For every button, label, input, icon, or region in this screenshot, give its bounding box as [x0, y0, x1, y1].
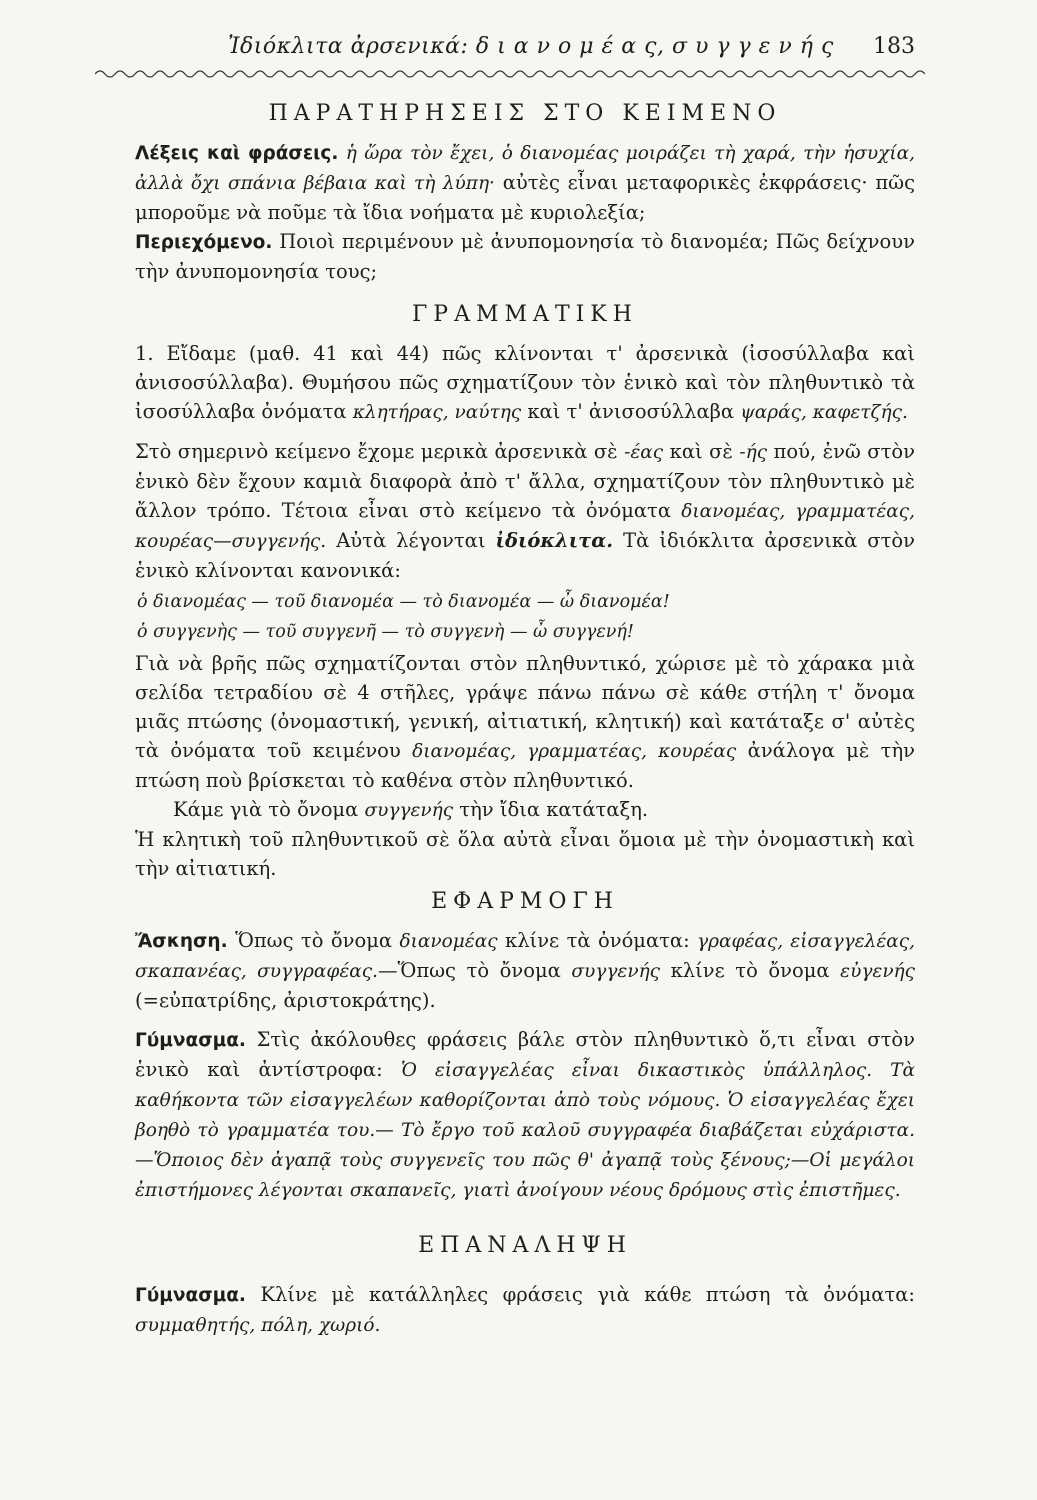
italic-term: διανομέας, γραμματέας, κουρέας—συγγενής. — [135, 501, 915, 552]
spacer — [135, 1205, 915, 1227]
heading-application: ΕΦΑΡΜΟΓΗ — [431, 889, 619, 914]
italic-term: συγγενής — [364, 800, 454, 821]
text-run: κλίνε τὸ ὄνομα — [660, 959, 841, 982]
paragraph-grammar-5 — [135, 825, 915, 883]
text-run: —Ὅπως τὸ ὄνομα — [378, 959, 572, 982]
text-run: ἀνάλογα μὲ τὴν πτώση ποὺ βρίσκεται τὸ καθένα στὸν πληθυντικό. — [135, 739, 915, 792]
italic-quote: ἡ ὥρα τὸν ἔχει, ὁ διανομέας μοιράζει τὴ χαρά, τὴν ἡσυχία, ἀλλὰ ὄχι σπάνια βέβαια καὶ τὴ λύπη· — [135, 143, 915, 194]
italic-term: γραφέας, εἰσαγγελέας, σκαπανέας, συγγραφέας. — [135, 931, 915, 982]
paragraph-grammar-1 — [135, 339, 915, 427]
paragraph-drill — [135, 1025, 915, 1205]
italic-term: εὐγενής — [840, 961, 916, 982]
text-run: κλίνε τὰ ὀνόματα: — [497, 929, 698, 952]
italic-term: ψαράς, καφετζής. — [740, 402, 908, 423]
lead-exercise: Ἄσκηση. — [135, 931, 228, 952]
text-run: αὐτὲς εἶναι μεταφορικὲς ἐκφράσεις· πῶς μποροῦμε νὰ ποῦμε τὰ ἴδια νοήματα μὲ κυριολεξία; — [135, 171, 915, 224]
paragraph-grammar-3 — [135, 649, 915, 795]
text-run: (=εὐπατρίδης, ἀριστοκράτης). — [135, 989, 436, 1012]
declension-line-1: ὁ διανομέας — τοῦ διανομέα — τὸ διανομέα — ὦ διανομέα! — [137, 592, 670, 612]
paragraph-content — [135, 227, 915, 286]
paragraph-grammar-4 — [135, 795, 915, 825]
page-number: 183 — [873, 34, 915, 59]
italic-term: διανομέας — [399, 931, 498, 952]
text-run: Κάμε γιὰ τὸ ὄνομα — [173, 798, 365, 821]
italic-term: -έας — [624, 442, 664, 463]
text-run: Τὰ ἰδιόκλιτα ἀρσενικὰ στὸν ἑνικὸ κλίνονται κανονικά: — [135, 529, 915, 582]
paragraph-review — [135, 1280, 915, 1340]
text-run: Ὅπως τὸ ὄνομα — [227, 929, 400, 952]
declension-line-2: ὁ συγγενὴς — τοῦ συγγενῆ — τὸ συγγενὴ — ὦ συγγενή! — [137, 622, 634, 642]
paragraph-phrases — [135, 138, 915, 227]
italic-term: συγγενής — [571, 961, 661, 982]
page-header — [190, 34, 917, 64]
lead-drill: Γύμνασμα. — [135, 1030, 246, 1051]
text-run: καὶ τ' ἀνισοσύλλαβα — [521, 400, 741, 423]
lead-review: Γύμνασμα. — [135, 1285, 246, 1306]
text-run: τὴν ἴδια κατάταξη. — [453, 798, 649, 821]
italic-term: συμμαθητής, πόλη, χωριό. — [135, 1315, 381, 1336]
spacer — [135, 427, 915, 437]
text-run: Στὸ σημερινὸ κείμενο ἔχομε μερικὰ ἀρσενικὰ σὲ — [135, 440, 625, 463]
spacer — [135, 1270, 915, 1280]
text-run: 1. Εἴδαμε (μαθ. 41 καὶ 44) πῶς κλίνονται τ' ἀρσενικὰ (ἰσοσύλλαβα καὶ ἀνισοσύλλαβα). Θυμήσου πῶς σχηματίζουν τὸν ἑνικὸ καὶ τὸν πληθυντικὸ τὰ ἰσοσύλλαβα ὀνόματα — [135, 342, 915, 423]
paragraph-grammar-2 — [135, 437, 915, 585]
italic-term: διανομέας, γραμματέας, κουρέας — [412, 741, 737, 762]
heading-observations: ΠΑΡΑΤΗΡΗΣΕΙΣ ΣΤΟ ΚΕΙΜΕΝΟ — [268, 101, 782, 126]
text-run: πού, ἐνῶ στὸν ἑνικὸ δὲν ἔχουν καμιὰ διαφορὰ ἀπὸ τ' ἄλλα, σχηματίζουν τὸν πληθυντικὸ μὲ ἄλλον τρόπο. Τέτοια εἶναι στὸ κείμενο τὰ ὀνόματα — [135, 440, 915, 522]
running-head: Ἰδιόκλιτα ἀρσενικά: δ ι α ν ο μ έ α ς, σ υ γ γ ε ν ή ς — [228, 34, 834, 59]
italic-drill-sentences: Ὁ εἰσαγγελέας εἶναι δικαστικὸς ὑπάλληλος. Τὰ καθήκοντα τῶν εἰσαγγελέων καθορίζονται ἀπὸ τοὺς νόμους. Ὁ εἰσαγγελέας ἔχει βοηθὸ τὸ γραμματέα του.— Τὸ ἔργο τοῦ καλοῦ συγγραφέα διαβάζεται εὐχάριστα.—Ὅποιος δὲν ἀγαπᾷ τοὺς συγγενεῖς του πῶς θ' ἀγαπᾷ τοὺς ξένους;—Οἱ μεγάλοι ἐπιστήμονες λέγονται σκαπανεῖς, γιατὶ ἀνοίγουν νέους δρόμους στὶς ἐπιστῆμες. — [135, 1060, 915, 1201]
text-run: Κλίνε μὲ κατάλληλες φράσεις γιὰ κάθε πτώση τὰ ὀνόματα: — [245, 1283, 915, 1306]
bold-term: ἰδιόκλιτα. — [495, 529, 614, 552]
text-run: Στὶς ἀκόλουθες φράσεις βάλε στὸν πληθυντικὸ ὅ,τι εἶναι στὸν ἑνικὸ καὶ ἀντίστροφα: — [135, 1028, 915, 1081]
italic-term: -ής — [739, 442, 768, 463]
spacer — [135, 286, 915, 296]
heading-review: ΕΠΑΝΑΛΗΨΗ — [418, 1233, 632, 1258]
text-run: καὶ σὲ — [663, 440, 740, 463]
text-run: Ἡ κλητικὴ τοῦ πληθυντικοῦ σὲ ὅλα αὐτὰ εἶναι ὅμοια μὲ τὴν ὀνομαστικὴ καὶ τὴν αἰτιατική. — [135, 828, 915, 880]
heading-grammar: ΓΡΑΜΜΑΤΙΚΗ — [412, 302, 638, 327]
text-run: Ποιοὶ περιμένουν μὲ ἀνυπομονησία τὸ διανομέα; Πῶς δείχνουν τὴν ἀνυπομονησία τους; — [135, 230, 915, 283]
lead-content: Περιεχόμενο. — [135, 232, 273, 253]
paragraph-exercise — [135, 926, 915, 1015]
lead-phrases: Λέξεις καὶ φράσεις. — [135, 143, 339, 164]
wavy-rule — [95, 64, 925, 84]
spacer — [135, 1015, 915, 1025]
page-content — [135, 95, 915, 1340]
text-run: Γιὰ νὰ βρῆς πῶς σχηματίζονται στὸν πληθυντικό, χώρισε μὲ τὸ χάρακα μιὰ σελίδα τετραδίου σὲ 4 στῆλες, γράψε πάνω πάνω σὲ κάθε στήλη τ' ὄνομα μιᾶς πτώσης (ὀνομαστική, γενική, αἰτιατική, κλητική) καὶ κατάταξε σ' αὐτὲς τὰ ὀνόματα τοῦ κειμένου — [135, 652, 915, 762]
text-run: Αὐτὰ λέγονται — [326, 529, 496, 552]
italic-term: κλητήρας, ναύτης — [352, 402, 522, 423]
